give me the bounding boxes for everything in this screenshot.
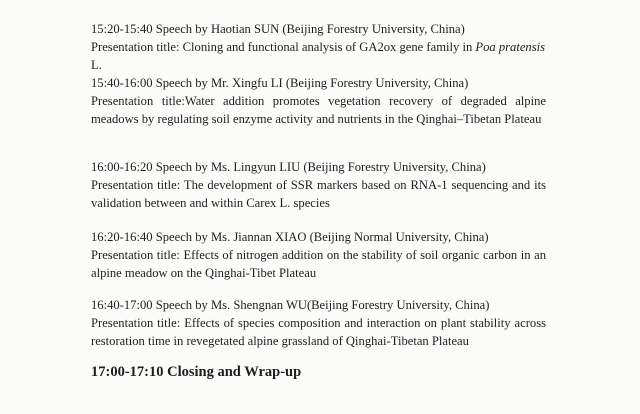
session-wu xyxy=(91,296,546,350)
session-xiao xyxy=(91,228,546,282)
presentation-title: Presentation title: The development of SSR markers based on RNA-1 sequencing and its validation between and within Carex L. species xyxy=(91,178,546,210)
session-heading: 15:20-15:40 Speech by Haotian SUN (Beijing Forestry University, China) xyxy=(91,22,465,36)
presentation-title xyxy=(91,38,546,74)
species-name: Poa pratensis xyxy=(475,40,546,54)
presentation-title: Presentation title:Water addition promotes vegetation recovery of degraded alpine meadows by regulating soil enzyme activity and nutrients in the Qinghai–Tibetan Plateau xyxy=(91,94,546,126)
presentation-title: Presentation title: Effects of nitrogen addition on the stability of soil organic carbon in an alpine meadow on the Qinghai-Tibet Plateau xyxy=(91,248,546,280)
session-heading: 16:40-17:00 Speech by Ms. Shengnan WU(Beijing Forestry University, China) xyxy=(91,298,490,312)
closing-heading: 17:00-17:10 Closing and Wrap-up xyxy=(91,364,302,380)
session-heading: 15:40-16:00 Speech by Mr. Xingfu LI (Beijing Forestry University, China) xyxy=(91,76,469,90)
presentation-title: Presentation title: Effects of species composition and interaction on plant stability across restoration time in revegetated alpine grassland of Qinghai-Tibetan Plateau xyxy=(91,316,546,348)
title-text: Presentation title: Cloning and functional analysis of GA2ox gene family in xyxy=(91,40,476,54)
session-heading: 16:20-16:40 Speech by Ms. Jiannan XIAO (Beijing Normal University, China) xyxy=(91,230,489,244)
title-suffix: L. xyxy=(91,58,102,72)
session-li xyxy=(91,74,546,128)
session-liu xyxy=(91,158,546,212)
session-sun xyxy=(91,20,546,74)
session-heading: 16:00-16:20 Speech by Ms. Lingyun LIU (Beijing Forestry University, China) xyxy=(91,160,486,174)
